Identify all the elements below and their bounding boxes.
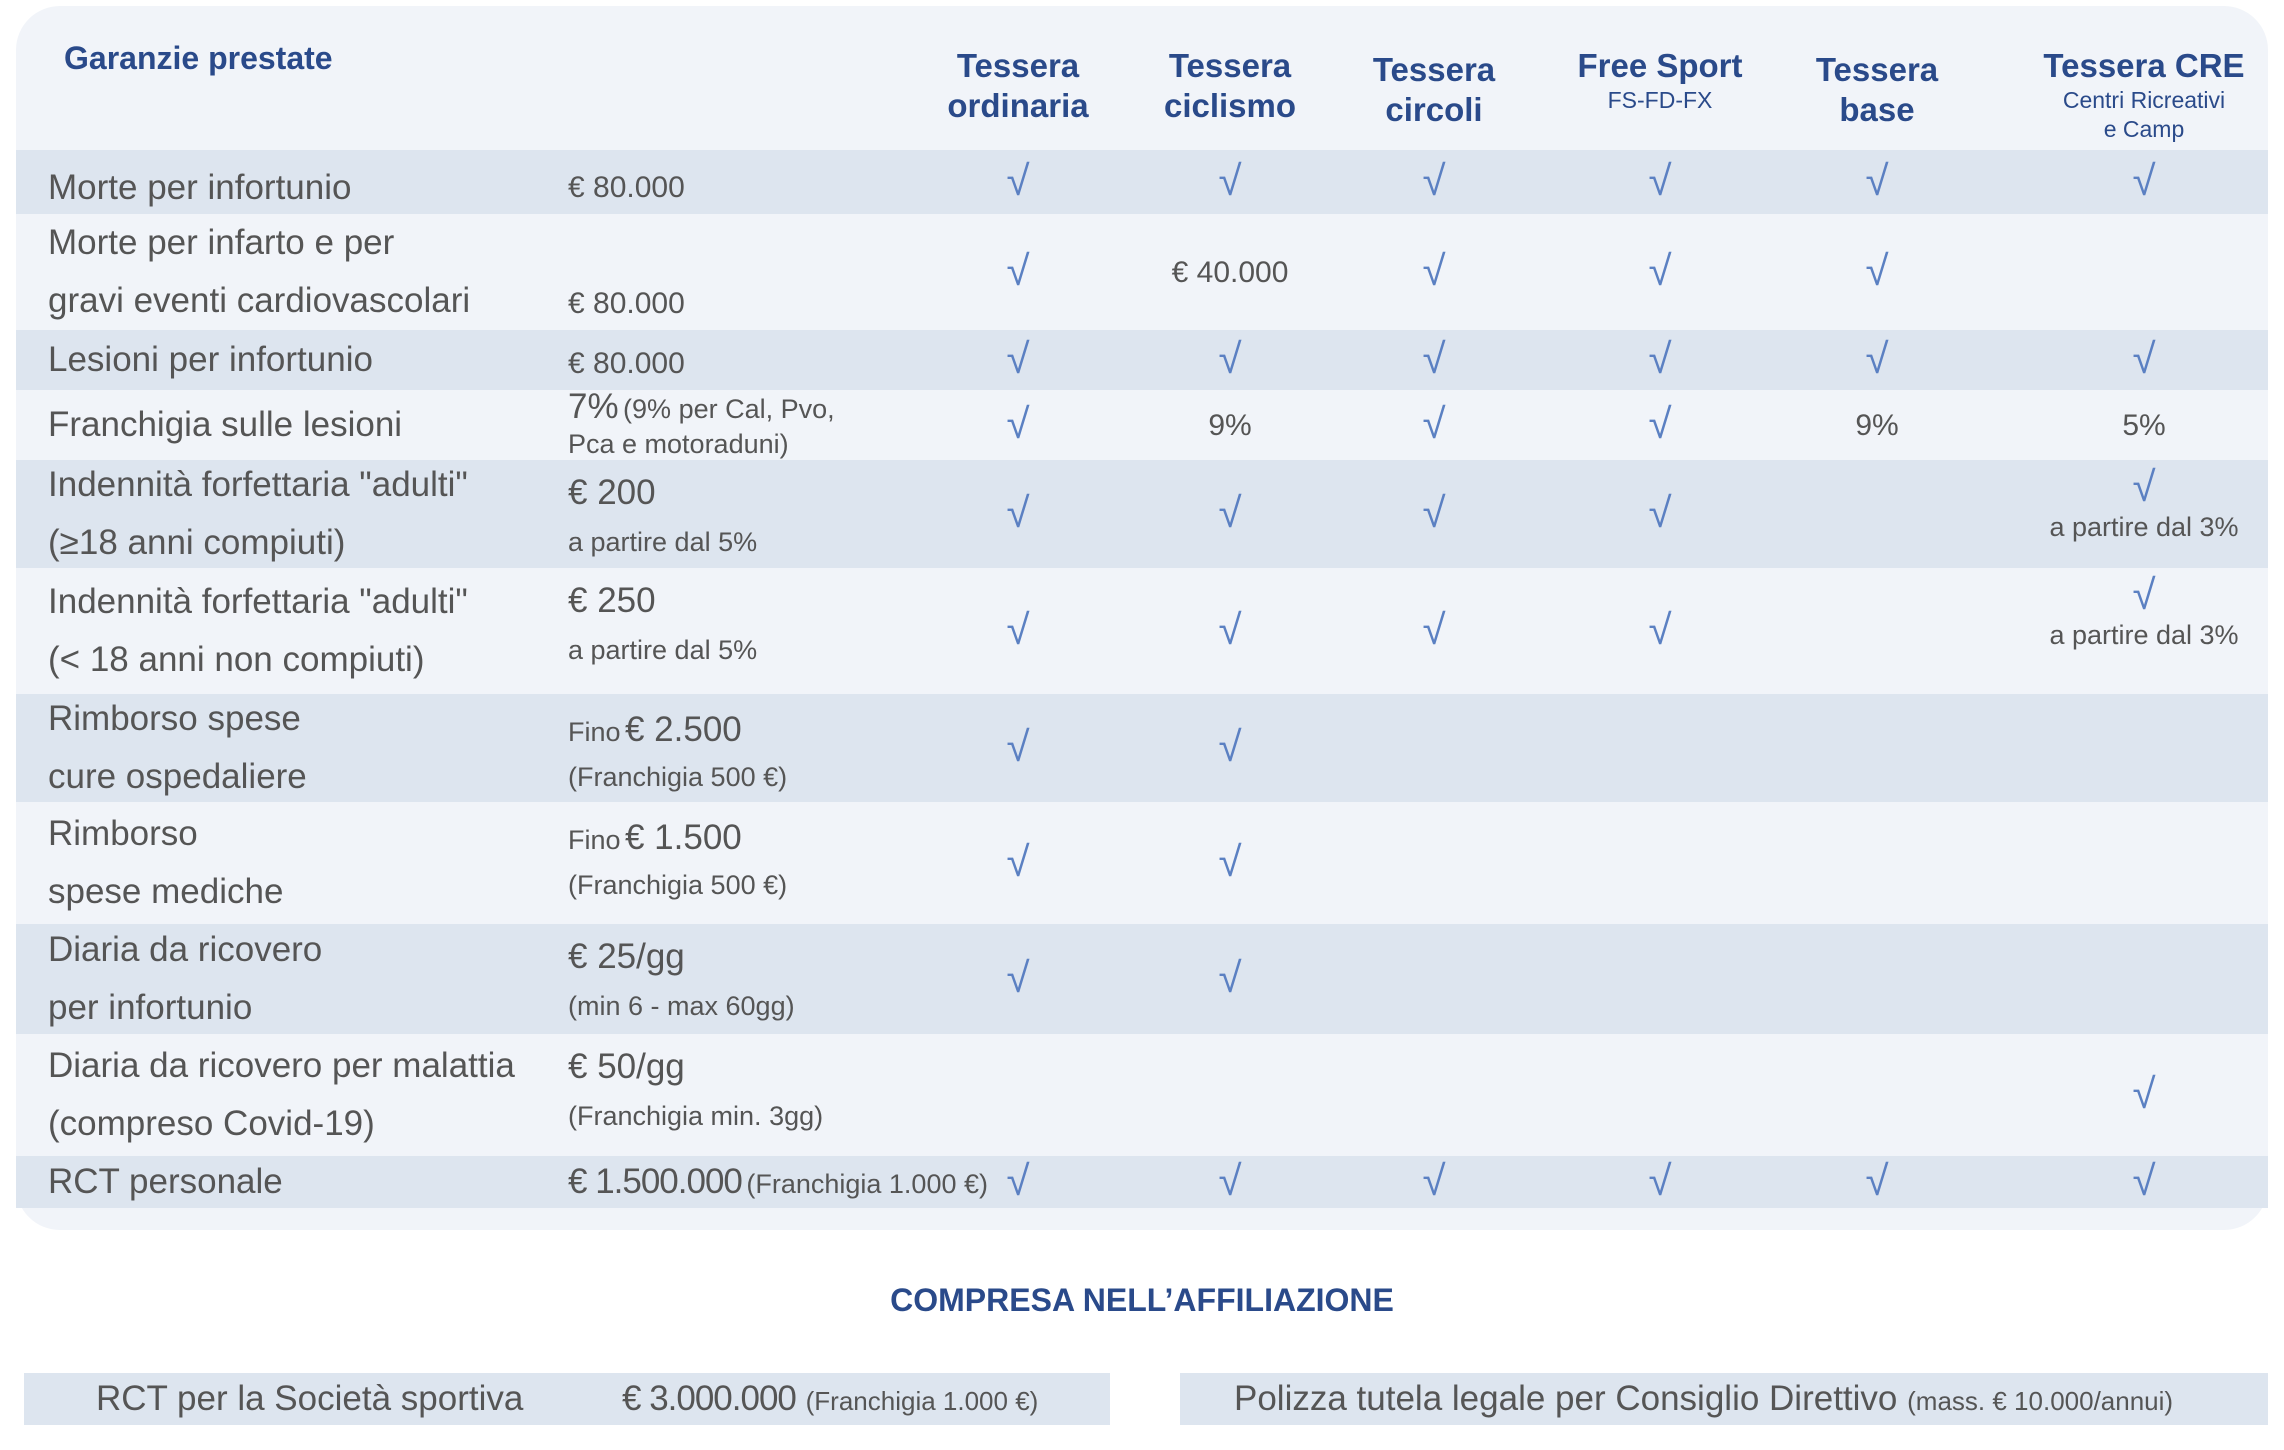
row-label: Diaria da ricovero per malattia (48, 1046, 515, 1085)
check-mark-tessera-cre: √ (2132, 335, 2156, 382)
row-amount: Fino € 1.500 (Franchigia 500 €) (568, 818, 788, 900)
check-mark-tessera-base: √ (1865, 335, 1889, 382)
row-label: Franchigia sulle lesioni (48, 405, 403, 444)
column-title-line2: ordinaria (947, 87, 1089, 125)
table-row (16, 1156, 2268, 1208)
row-label-line2: gravi eventi cardiovascolari (48, 281, 471, 320)
check-mark-tessera-cre: √ (2132, 1157, 2156, 1204)
column-title-line2: ciclismo (1163, 87, 1297, 125)
row-amount: € 250 a partire dal 5% (568, 581, 758, 665)
check-mark-tessera-ordinaria: √ (1006, 606, 1030, 653)
column-title: Tessera CRE (2043, 47, 2245, 84)
row-label: RCT personale (48, 1162, 283, 1201)
column-header-tessera-ordinaria (947, 46, 1088, 127)
check-mark-tessera-circoli: √ (1422, 606, 1446, 653)
check-mark-tessera-ordinaria: √ (1006, 335, 1030, 382)
row-amount: Fino € 2.500 (Franchigia 500 €) (568, 710, 788, 792)
check-mark-tessera-ciclismo: √ (1218, 723, 1242, 770)
check-mark-tessera-base: √ (1865, 1157, 1889, 1204)
cell-value-tessera-ciclismo: € 40.000 (1171, 256, 1289, 289)
check-mark-tessera-circoli: √ (1422, 400, 1446, 447)
check-mark-tessera-ordinaria: √ (1006, 489, 1030, 536)
table-row (16, 694, 2268, 802)
affiliation-heading: COMPRESA NELL’AFFILIAZIONE (890, 1282, 1394, 1318)
column-header-tessera-circoli (1373, 50, 1495, 131)
check-mark-tessera-ciclismo: √ (1218, 954, 1242, 1001)
check-mark-tessera-ciclismo: √ (1218, 606, 1242, 653)
row-amount: € 200 a partire dal 5% (568, 473, 758, 557)
check-mark-free-sport: √ (1648, 606, 1672, 653)
check-mark-tessera-ordinaria: √ (1006, 838, 1030, 885)
column-header-tessera-base (1816, 50, 1938, 131)
column-subtitle: Centri Ricreativi (2062, 87, 2226, 114)
row-amount: € 25/gg (min 6 - max 60gg) (568, 937, 795, 1021)
check-mark-tessera-ciclismo: √ (1218, 335, 1242, 382)
check-mark-tessera-cre: √ (2132, 571, 2156, 618)
cell-value-tessera-ciclismo: 9% (1208, 409, 1252, 442)
club-rct-note: (Franchigia 1.000 €) (805, 1386, 1039, 1416)
row-label-line2: per infortunio (48, 988, 253, 1027)
check-mark-tessera-ordinaria: √ (1006, 954, 1030, 1001)
column-header-tessera-cre (2043, 46, 2244, 144)
legal-protection-note: (mass. € 10.000/annui) (1907, 1386, 2174, 1416)
check-mark-tessera-circoli: √ (1422, 1157, 1446, 1204)
check-mark-free-sport: √ (1648, 1157, 1672, 1204)
row-label: Lesioni per infortunio (48, 340, 373, 379)
table-row (16, 924, 2268, 1034)
table-row (16, 802, 2268, 924)
guarantees-heading: Garanzie prestate (64, 40, 333, 76)
cell-value-tessera-base: 9% (1855, 409, 1899, 442)
cell-note-tessera-cre: a partire dal 3% (2049, 512, 2239, 542)
row-label-line2: spese mediche (48, 872, 284, 911)
row-amount: € 80.000 (568, 171, 685, 204)
check-mark-free-sport: √ (1648, 247, 1672, 294)
column-title: Free Sport (1577, 47, 1743, 84)
column-title: Tessera (1815, 51, 1939, 88)
check-mark-tessera-circoli: √ (1422, 335, 1446, 382)
check-mark-tessera-circoli: √ (1422, 489, 1446, 536)
cell-note-tessera-cre: a partire dal 3% (2049, 620, 2239, 650)
check-mark-tessera-ciclismo: √ (1218, 157, 1242, 204)
check-mark-tessera-circoli: √ (1422, 247, 1446, 294)
column-title: Tessera (956, 47, 1080, 84)
legal-protection-box (1180, 1373, 2268, 1425)
row-label: Morte per infarto e per (48, 223, 395, 262)
check-mark-free-sport: √ (1648, 489, 1672, 536)
column-header-free-sport (1577, 46, 1742, 115)
club-rct-label: RCT per la Società sportiva (96, 1379, 524, 1418)
column-title: Tessera (1372, 51, 1496, 88)
row-amount: € 80.000 (568, 287, 685, 320)
column-header-tessera-ciclismo (1164, 46, 1296, 127)
column-title: Tessera (1168, 47, 1292, 84)
row-amount: € 50/gg (Franchigia min. 3gg) (568, 1047, 824, 1131)
row-label: Rimborso spese (48, 699, 301, 738)
check-mark-tessera-ciclismo: √ (1218, 838, 1242, 885)
row-label-line2: (compreso Covid-19) (48, 1104, 375, 1143)
check-mark-tessera-ciclismo: √ (1218, 489, 1242, 536)
check-mark-tessera-circoli: √ (1422, 157, 1446, 204)
row-amount: 7% (9% per Cal, Pvo, Pca e motoraduni) (568, 387, 835, 459)
check-mark-tessera-cre: √ (2132, 157, 2156, 204)
column-title-line2: circoli (1385, 91, 1483, 129)
row-amount: € 80.000 (568, 347, 685, 380)
row-label: Diaria da ricovero (48, 930, 323, 969)
check-mark-tessera-ordinaria: √ (1006, 157, 1030, 204)
row-label: Rimborso (48, 814, 198, 853)
row-amount: € 1.500.000 (Franchigia 1.000 €) (568, 1162, 988, 1201)
club-rct-box (24, 1373, 1110, 1425)
check-mark-tessera-ordinaria: √ (1006, 723, 1030, 770)
check-mark-tessera-base: √ (1865, 157, 1889, 204)
check-mark-tessera-cre: √ (2132, 1070, 2156, 1117)
club-rct-amount: € 3.000.000 (Franchigia 1.000 €) (622, 1379, 1039, 1418)
check-mark-tessera-cre: √ (2132, 463, 2156, 510)
cell-value-tessera-cre: 5% (2122, 409, 2166, 442)
table-row (16, 150, 2268, 214)
row-label: Indennità forfettaria "adulti" (48, 582, 468, 621)
column-subtitle: FS-FD-FX (1607, 87, 1713, 114)
check-mark-free-sport: √ (1648, 335, 1672, 382)
check-mark-free-sport: √ (1648, 400, 1672, 447)
row-label-line2: (< 18 anni non compiuti) (48, 640, 425, 679)
check-mark-tessera-ordinaria: √ (1006, 1157, 1030, 1204)
row-label: Indennità forfettaria "adulti" (48, 465, 468, 504)
legal-protection-label: Polizza tutela legale per Consiglio Direttivo (mass. € 10.000/annui) (1234, 1379, 2174, 1418)
row-label-line2: (≥18 anni compiuti) (48, 523, 346, 562)
row-label: Morte per infortunio (48, 168, 352, 207)
check-mark-free-sport: √ (1648, 157, 1672, 204)
check-mark-tessera-base: √ (1865, 247, 1889, 294)
check-mark-tessera-ciclismo: √ (1218, 1157, 1242, 1204)
column-title-line2: base (1839, 91, 1915, 129)
check-mark-tessera-ordinaria: √ (1006, 247, 1030, 294)
row-label-line2: cure ospedaliere (48, 757, 307, 796)
column-subtitle-line2: e Camp (2103, 116, 2185, 142)
check-mark-tessera-ordinaria: √ (1006, 400, 1030, 447)
